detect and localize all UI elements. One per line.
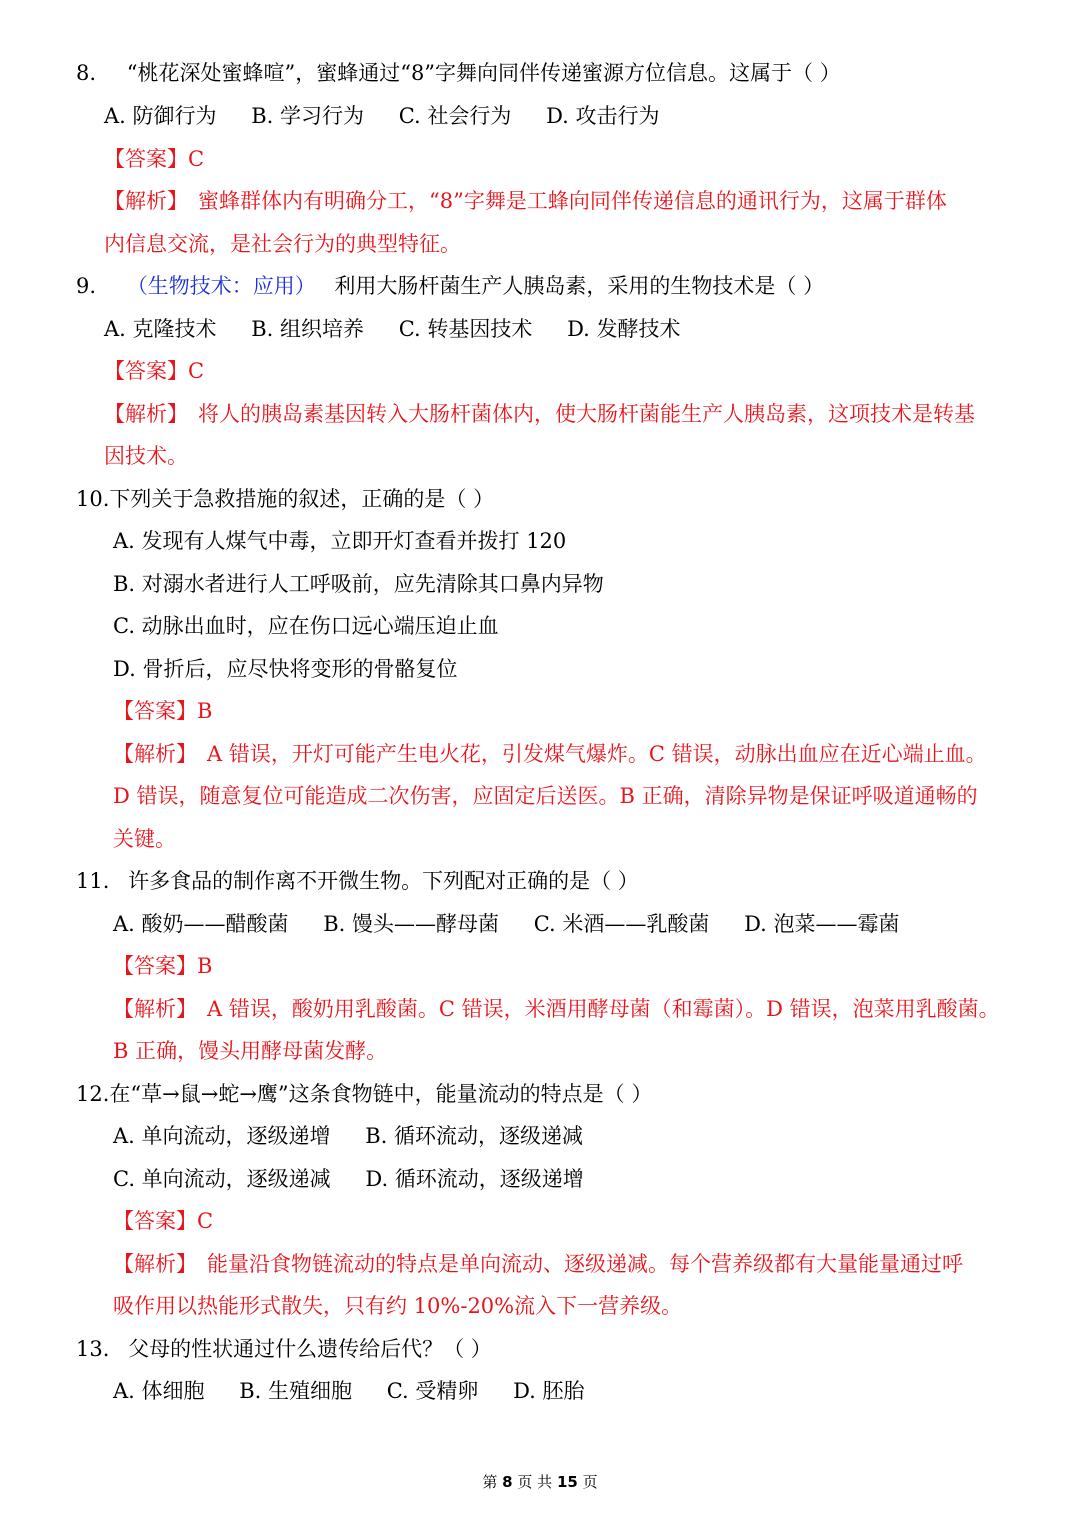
analysis-text: B 正确，馒头用酵母菌发酵。 — [113, 1039, 388, 1063]
question-8-options — [104, 101, 688, 131]
question-number: 9. — [76, 274, 97, 298]
question-8-analysis-line-2 — [104, 229, 461, 259]
question-8-answer — [104, 144, 204, 174]
answer-label: 【答案】 — [113, 954, 197, 978]
option-d: D. 攻击行为 — [546, 104, 660, 128]
analysis-label: 【解析】 — [113, 742, 197, 766]
question-10-option-c — [113, 611, 499, 641]
question-12-analysis-line-1 — [113, 1249, 963, 1279]
option-b: B. 馒头——酵母菌 — [323, 912, 500, 936]
question-12-stem-line — [76, 1079, 652, 1109]
answer-value: C — [188, 147, 205, 171]
answer-value: B — [197, 954, 213, 978]
option-b: B. 循环流动，逐级递减 — [365, 1124, 583, 1148]
question-11-analysis-line-1 — [113, 994, 1000, 1024]
analysis-label: 【解析】 — [104, 402, 188, 426]
question-number: 12. — [76, 1082, 110, 1106]
analysis-text: 吸作用以热能形式散失，只有约 10%-20%流入下一营养级。 — [113, 1294, 683, 1318]
option-d: D. 循环流动，逐级递增 — [365, 1167, 584, 1191]
question-number: 13. — [76, 1337, 110, 1361]
total-pages: 15 — [556, 1473, 578, 1491]
footer-suffix: 页 — [582, 1473, 598, 1491]
analysis-text: 蜜蜂群体内有明确分工，“8”字舞是工蜂向同伴传递信息的通讯行为，这属于群体 — [198, 189, 947, 213]
option-c: C. 受精卵 — [386, 1379, 479, 1403]
option-c: C. 转基因技术 — [398, 317, 533, 341]
analysis-label: 【解析】 — [113, 1252, 197, 1276]
question-12-answer — [113, 1206, 213, 1236]
option-b: B. 学习行为 — [251, 104, 365, 128]
analysis-text: A 错误，酸奶用乳酸菌。C 错误，米酒用酵母菌（和霉菌）。D 错误，泡菜用乳酸菌。 — [207, 997, 1000, 1021]
answer-value: C — [188, 359, 205, 383]
option-d: D. 胚胎 — [513, 1379, 585, 1403]
question-9-analysis-line-1 — [104, 399, 975, 429]
question-11-answer — [113, 951, 212, 981]
question-stem: 许多食品的制作离不开微生物。下列配对正确的是（ ） — [128, 869, 639, 893]
question-10-option-d — [113, 654, 457, 684]
analysis-text: A 错误，开灯可能产生电火花，引发煤气爆炸。C 错误，动脉出血应在近心端止血。 — [207, 742, 987, 766]
option-a: A. 克隆技术 — [104, 317, 217, 341]
question-10-stem-line — [76, 484, 494, 514]
question-10-analysis-line-3 — [113, 824, 176, 854]
question-10-answer — [113, 696, 212, 726]
question-stem: 父母的性状通过什么遗传给后代？（ ） — [128, 1337, 492, 1361]
analysis-text: 将人的胰岛素基因转入大肠杆菌体内，使大肠杆菌能生产人胰岛素，这项技术是转基 — [198, 402, 975, 426]
option-d: D. 发酵技术 — [567, 317, 681, 341]
analysis-text: 关键。 — [113, 827, 176, 851]
answer-value: B — [197, 699, 213, 723]
answer-label: 【答案】 — [113, 699, 197, 723]
option-c: C. 单向流动，逐级递减 — [113, 1167, 331, 1191]
current-page-number: 8 — [502, 1473, 513, 1491]
question-number: 10. — [76, 487, 110, 511]
question-number: 8. — [76, 61, 97, 85]
question-9-answer — [104, 356, 204, 386]
question-9-stem-line — [76, 271, 824, 301]
option-b: B. 组织培养 — [251, 317, 365, 341]
option-b: B. 生殖细胞 — [239, 1379, 353, 1403]
question-11-options — [113, 909, 928, 939]
option-a: A. 体细胞 — [113, 1379, 205, 1403]
question-stem: 下列关于急救措施的叙述，正确的是（ ） — [109, 487, 495, 511]
footer-prefix: 第 — [482, 1473, 498, 1491]
question-12-analysis-line-2 — [113, 1291, 682, 1321]
option-b: B. 对溺水者进行人工呼吸前，应先清除其口鼻内异物 — [113, 572, 604, 596]
option-c: C. 米酒——乳酸菌 — [533, 912, 710, 936]
question-10-option-b — [113, 569, 604, 599]
analysis-label: 【解析】 — [104, 189, 188, 213]
analysis-label: 【解析】 — [113, 997, 197, 1021]
analysis-text: 能量沿食物链流动的特点是单向流动、逐级递减。每个营养级都有大量能量通过呼 — [207, 1252, 963, 1276]
question-13-stem-line — [76, 1334, 492, 1364]
question-11-stem-line — [76, 866, 639, 896]
option-d: D. 泡菜——霉菌 — [744, 912, 900, 936]
analysis-text: 因技术。 — [104, 444, 188, 468]
option-a: A. 酸奶——醋酸菌 — [113, 912, 289, 936]
question-8-analysis-line-1 — [104, 186, 947, 216]
answer-label: 【答案】 — [104, 147, 188, 171]
question-13-options — [113, 1376, 613, 1406]
answer-label: 【答案】 — [113, 1209, 197, 1233]
question-stem: 利用大肠杆菌生产人胰岛素，采用的生物技术是（ ） — [334, 274, 825, 298]
question-12-options-row-2 — [113, 1164, 612, 1194]
page-footer — [0, 1472, 1080, 1492]
answer-label: 【答案】 — [104, 359, 188, 383]
question-9-options — [104, 314, 709, 344]
question-8-stem-line — [76, 58, 841, 88]
option-c: C. 社会行为 — [398, 104, 512, 128]
analysis-text: 内信息交流，是社会行为的典型特征。 — [104, 232, 461, 256]
question-12-options-row-1 — [113, 1121, 611, 1151]
analysis-text: D 错误，随意复位可能造成二次伤害，应固定后送医。B 正确，清除异物是保证呼吸道通畅的 — [113, 784, 978, 808]
question-10-analysis-line-2 — [113, 781, 978, 811]
question-stem: “桃花深处蜜蜂喧”，蜜蜂通过“8”字舞向同伴传递蜜源方位信息。这属于（ ） — [126, 61, 841, 85]
option-c: C. 动脉出血时，应在伤口远心端压迫止血 — [113, 614, 499, 638]
option-d: D. 骨折后，应尽快将变形的骨骼复位 — [113, 657, 458, 681]
option-a: A. 防御行为 — [104, 104, 217, 128]
question-number: 11. — [76, 869, 110, 893]
question-11-analysis-line-2 — [113, 1036, 387, 1066]
option-a: A. 单向流动，逐级递增 — [113, 1124, 331, 1148]
question-9-analysis-line-2 — [104, 441, 188, 471]
answer-value: C — [197, 1209, 214, 1233]
footer-middle: 页 共 — [517, 1473, 553, 1491]
question-10-analysis-line-1 — [113, 739, 987, 769]
question-stem: 在“草→鼠→蛇→鹰”这条食物链中，能量流动的特点是（ ） — [109, 1082, 653, 1106]
option-a: A. 发现有人煤气中毒，立即开灯查看并拨打 120 — [113, 529, 567, 553]
question-10-option-a — [113, 526, 566, 556]
topic-tag: （生物技术：应用） — [126, 274, 316, 298]
